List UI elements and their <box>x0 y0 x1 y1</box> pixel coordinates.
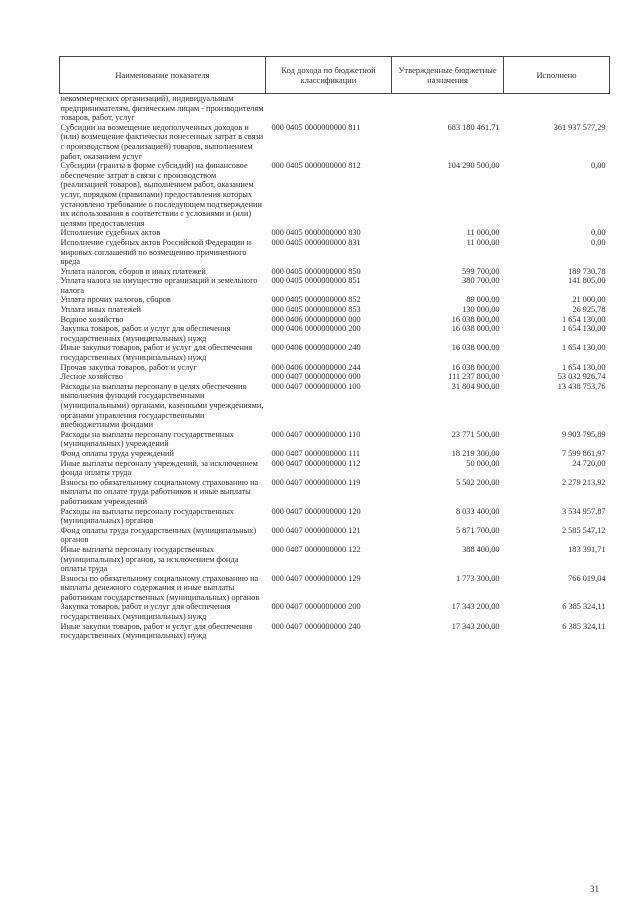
table-row <box>60 545 610 574</box>
table-row <box>60 478 610 507</box>
row-code: 000 0405 0000000000 853 <box>271 305 361 315</box>
header-name: Наименование показателя <box>60 57 266 94</box>
table-row <box>60 123 610 161</box>
row-name: Иные выплаты персоналу государственных (муниципальных) органов, за исключением фонда оплаты труда <box>60 544 239 574</box>
row-executed: 24 720,00 <box>572 458 606 468</box>
table-row <box>60 276 610 295</box>
table-row <box>60 507 610 526</box>
table-body <box>60 94 610 641</box>
header-row <box>60 57 610 94</box>
row-executed: 183 391,71 <box>568 544 606 554</box>
row-executed: 141 805,00 <box>568 276 606 286</box>
row-executed: 189 730,78 <box>568 266 606 276</box>
row-approved: 1 773 300,00 <box>455 573 500 583</box>
budget-execution-table <box>59 56 610 641</box>
row-name: Уплата иных платежей <box>60 305 141 315</box>
row-approved: 599 700,00 <box>462 266 500 276</box>
row-code: 000 0407 0000000000 119 <box>271 477 361 487</box>
row-approved: 11 000,00 <box>466 237 500 247</box>
table-row <box>60 382 610 430</box>
row-code: 000 0407 0000000000 240 <box>271 621 361 631</box>
row-name: Иные выплаты персоналу учреждений, за исключением фонда оплаты труда <box>60 458 258 478</box>
row-code: 000 0405 0000000000 811 <box>271 122 361 132</box>
row-executed: 7 599 861,97 <box>561 448 606 458</box>
row-code: 000 0405 0000000000 850 <box>271 266 361 276</box>
row-name: Закупка товаров, работ и услуг для обеспечения государственных (муниципальных) нужд <box>60 602 231 622</box>
row-name: Субсидии (гранты в форме субсидий) на финансовое обеспечение затрат в связи с производством (реализацией товаров), выполнением работ, оказанием услуг, порядком (правилами) предоставления которых установлено требование о последующем подтверждении их использования в соответствии с условиями и (или) целями предоставления <box>60 161 262 228</box>
row-code: 000 0406 0000000000 000 <box>271 314 361 324</box>
row-code <box>266 94 392 123</box>
row-executed: 21 000,00 <box>572 295 606 305</box>
row-approved: 31 804 900,00 <box>451 381 500 391</box>
row-name: Расходы на выплаты персоналу государственных (муниципальных) органов <box>60 506 234 526</box>
row-name: Уплата налога на имущество организаций и земельного налога <box>60 276 258 295</box>
row-code: 000 0407 0000000000 100 <box>271 381 361 391</box>
row-approved: 89 000,00 <box>466 295 500 305</box>
table-row <box>60 238 610 267</box>
row-name: Прочая закупка товаров, работ и услуг <box>60 362 197 372</box>
row-name: Расходы на выплаты персоналу государственных (муниципальных) учреждений <box>60 429 234 449</box>
row-code: 000 0407 0000000000 112 <box>271 458 361 468</box>
row-approved: 17 343 200,00 <box>451 602 500 612</box>
row-code: 000 0407 0000000000 129 <box>271 573 361 583</box>
header-code: Код дохода по бюджетной классификации <box>266 57 392 94</box>
row-name: Исполнение судебных актов Российской Федерации и мировых соглашений по возмещению причиненного вреда <box>60 237 252 267</box>
row-name: Уплата налогов, сборов и иных платежей <box>60 266 206 276</box>
row-code: 000 0407 0000000000 200 <box>271 602 361 612</box>
table-row <box>60 363 610 373</box>
row-executed: 1 654 130,00 <box>561 324 606 334</box>
row-code: 000 0407 0000000000 000 <box>271 372 361 382</box>
row-approved: 16 038 000,00 <box>451 324 500 334</box>
row-executed: 0,00 <box>590 161 606 171</box>
row-approved: 104 290 500,00 <box>447 161 500 171</box>
row-approved <box>392 94 504 123</box>
row-executed: 6 385 324,11 <box>562 621 606 631</box>
row-code: 000 0405 0000000000 812 <box>271 161 361 171</box>
row-approved: 16 038 000,00 <box>451 362 500 372</box>
page-number: 31 <box>590 884 599 894</box>
row-code: 000 0405 0000000000 851 <box>271 276 361 286</box>
row-code: 000 0405 0000000000 830 <box>271 228 361 238</box>
row-approved: 380 700,00 <box>462 276 500 286</box>
row-name: Исполнение судебных актов <box>60 228 161 238</box>
row-name: Взносы по обязательному социальному страхованию на выплаты по оплате труда работников и иные выплаты работникам учреждений <box>60 477 259 506</box>
row-executed: 361 937 577,29 <box>553 122 606 132</box>
row-approved: 16 038 000,00 <box>451 314 500 324</box>
row-code: 000 0407 0000000000 110 <box>271 429 361 439</box>
table-row <box>60 295 610 305</box>
row-code: 000 0406 0000000000 200 <box>271 324 361 334</box>
row-executed: 1 654 130,00 <box>561 362 606 372</box>
row-executed: 2 279 213,92 <box>561 477 606 487</box>
row-name: Взносы по обязательному социальному страхованию на выплаты денежного содержания и иные выплаты работникам государственных (муниципальных) органов <box>60 573 260 602</box>
table-row <box>60 526 610 545</box>
table-row <box>60 622 610 641</box>
row-executed: 53 032 926,74 <box>557 372 606 382</box>
row-name: Иные закупки товаров, работ и услуг для обеспечения государственных (муниципальных) нужд <box>60 621 253 641</box>
row-code: 000 0405 0000000000 852 <box>271 295 361 305</box>
row-executed: 1 654 130,00 <box>561 343 606 353</box>
row-executed: 9 903 795,89 <box>561 429 606 439</box>
row-approved: 130 000,00 <box>462 305 500 315</box>
row-executed: 1 654 130,00 <box>561 314 606 324</box>
header-executed: Исполнено <box>504 57 610 94</box>
row-code: 000 0405 0000000000 831 <box>271 237 361 247</box>
row-approved: 388 400,00 <box>462 544 500 554</box>
row-executed: 0,00 <box>590 237 606 247</box>
row-executed: 26 925,78 <box>572 305 606 315</box>
table-row <box>60 602 610 621</box>
row-executed: 0,00 <box>590 228 606 238</box>
table-row <box>60 305 610 315</box>
table-row <box>60 343 610 362</box>
table-row <box>60 315 610 325</box>
row-name: Иные закупки товаров, работ и услуг для обеспечения государственных (муниципальных) нужд <box>60 343 253 363</box>
row-executed <box>504 94 610 123</box>
table-row <box>60 228 610 238</box>
row-approved: 5 871 700,00 <box>455 525 500 535</box>
row-code: 000 0407 0000000000 111 <box>271 448 361 458</box>
row-name: Лесное хозяйство <box>60 372 123 382</box>
row-name: Закупка товаров, работ и услуг для обеспечения государственных (муниципальных) нужд <box>60 324 231 343</box>
table-row <box>60 324 610 343</box>
row-approved: 11 000,00 <box>466 228 500 238</box>
row-executed: 6 385 324,11 <box>562 602 606 612</box>
row-code: 000 0407 0000000000 120 <box>271 506 361 516</box>
row-executed: 13 438 753,76 <box>557 381 606 391</box>
row-name: Субсидии на возмещение недополученных доходов и (или) возмещение фактически понесенных затрат в связи с производством (реализацией) товаров, выполнением работ, оказанием услуг <box>60 122 264 161</box>
row-approved: 5 502 200,00 <box>455 477 500 487</box>
row-approved: 111 237 800,00 <box>448 372 500 382</box>
row-approved: 23 771 500,00 <box>451 429 500 439</box>
header-approved: Утвержденные бюджетные назначения <box>392 57 504 94</box>
row-name: Фонд оплаты труда государственных (муниципальных) органов <box>60 525 257 545</box>
table-row <box>60 449 610 459</box>
row-approved: 50 000,00 <box>466 458 500 468</box>
row-name: Уплата прочих налогов, сборов <box>60 295 171 305</box>
row-executed: 3 534 957,87 <box>561 506 606 516</box>
table-row <box>60 94 610 123</box>
row-code: 000 0406 0000000000 240 <box>271 343 361 353</box>
row-name: некоммерческих организаций), индивидуальным предпринимателям, физическим лицам - производителям товаров, работ, услуг <box>60 94 264 123</box>
row-name: Водное хозяйство <box>60 314 124 324</box>
row-approved: 683 180 461,71 <box>447 122 500 132</box>
table-header <box>60 57 610 94</box>
row-approved: 8 033 400,00 <box>455 506 500 516</box>
row-name: Расходы на выплаты персоналу в целях обеспечения выполнения функций государственными (муниципальными) органами, казенными учреждениями, органами управления государственными внебюджетными фондами <box>60 381 264 430</box>
table-row <box>60 574 610 603</box>
row-approved: 18 219 300,00 <box>451 448 500 458</box>
table-row <box>60 161 610 228</box>
row-executed: 766 019,04 <box>568 573 606 583</box>
row-code: 000 0407 0000000000 121 <box>271 525 361 535</box>
row-code: 000 0406 0000000000 244 <box>271 362 361 372</box>
table-row <box>60 372 610 382</box>
table-row <box>60 430 610 449</box>
table-row <box>60 459 610 478</box>
row-name: Фонд оплаты труда учреждений <box>60 448 174 458</box>
row-code: 000 0407 0000000000 122 <box>271 544 361 554</box>
row-executed: 2 585 547,12 <box>561 525 606 535</box>
table-row <box>60 267 610 277</box>
row-approved: 16 038 000,00 <box>451 343 500 353</box>
row-approved: 17 343 200,00 <box>451 621 500 631</box>
